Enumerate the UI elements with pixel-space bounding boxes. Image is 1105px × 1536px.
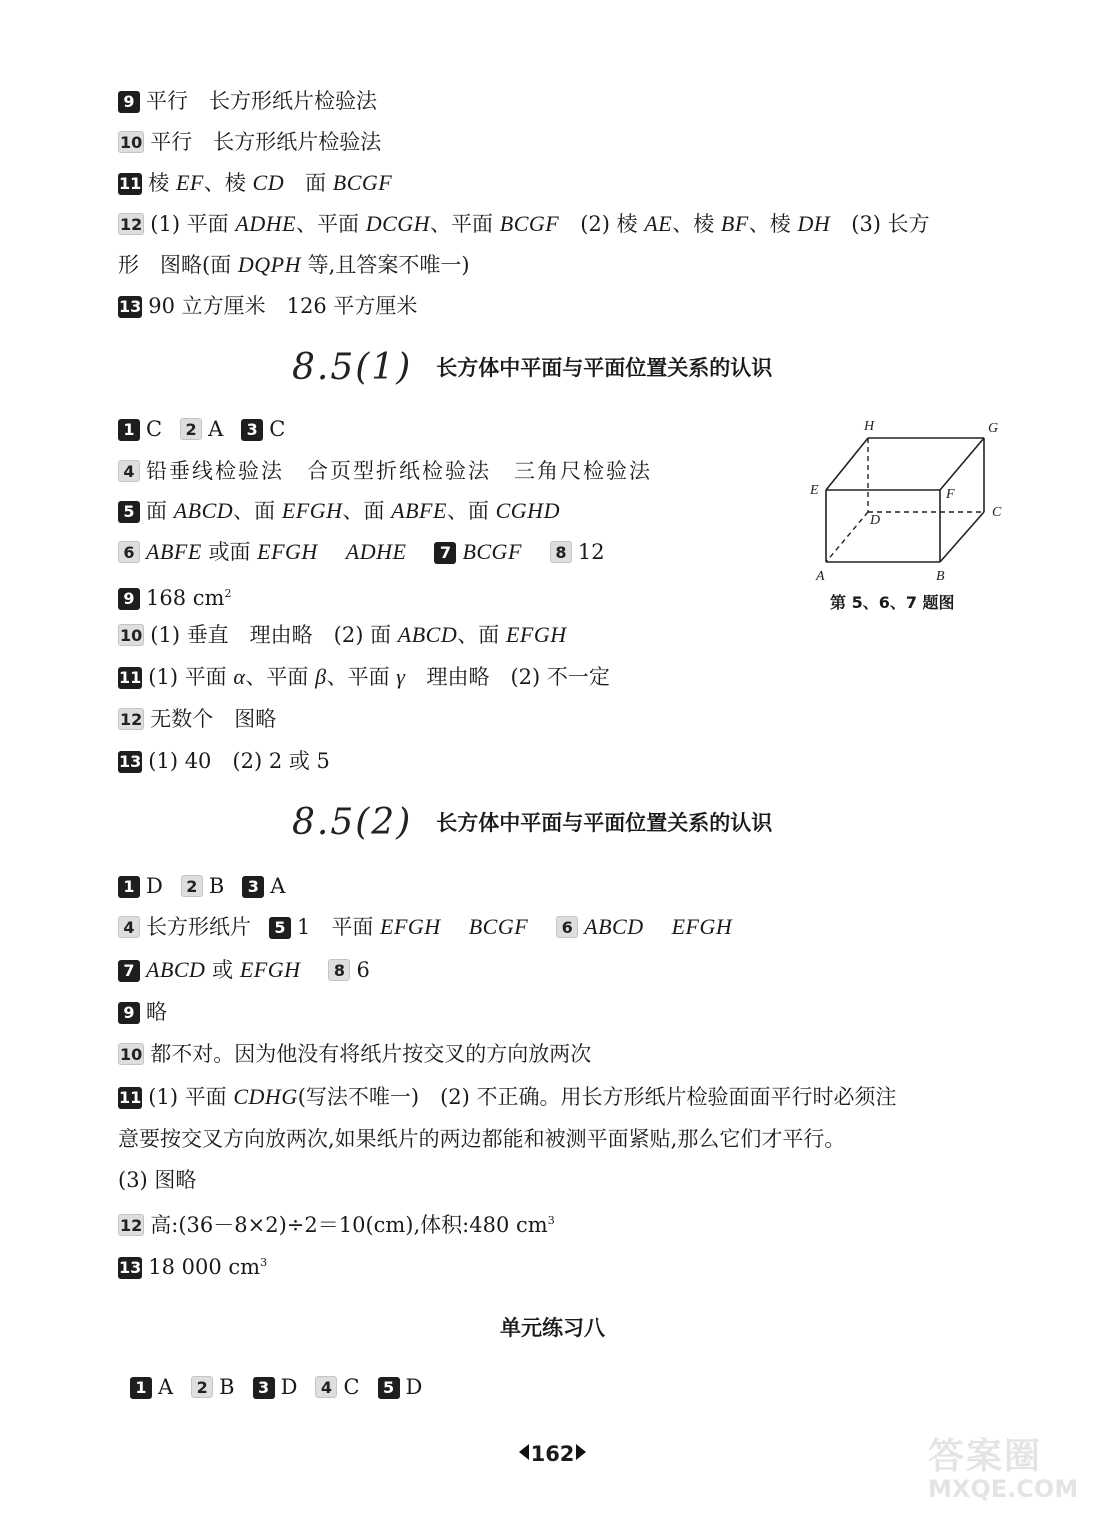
section-heading (292, 345, 772, 391)
question-number: 4 (118, 460, 140, 482)
answer-text: D (405, 1375, 423, 1399)
math-var: ADHE (235, 211, 297, 236)
question-number: 12 (120, 215, 143, 234)
question-number: 9 (118, 588, 140, 610)
vertex-label-A: A (816, 569, 825, 584)
question-number: 6 (556, 916, 578, 938)
math-var: BCGF (499, 211, 560, 236)
question-number: 3 (242, 876, 264, 898)
answer-line-q12-cont (118, 250, 470, 280)
vertex-label-F: F (946, 487, 955, 502)
math-var: DQPH (237, 252, 301, 277)
vertex-label-D: D (870, 513, 881, 528)
question-number: 2 (180, 418, 202, 440)
section-number: 8.5(2) (292, 802, 413, 843)
answer-text: (1) 40 (2) 2 或 5 (148, 749, 330, 773)
answer-text: 、平面 (245, 665, 316, 689)
question-number: 2 (191, 1376, 213, 1398)
question-number: 3 (253, 1377, 275, 1399)
question-number: 6 (118, 541, 140, 563)
answer-text: 棱 (148, 171, 176, 195)
question-number: 3 (241, 419, 263, 441)
answer-line-s1-q12 (118, 704, 276, 734)
watermark-logo: 答案圈 (928, 1436, 1043, 1477)
figure-caption: 第 5、6、7 题图 (830, 593, 955, 612)
math-var: ABFE (391, 498, 447, 523)
answer-text: 、平面 (296, 212, 366, 236)
answer-line-q10 (118, 127, 381, 157)
question-number: 9 (118, 91, 140, 113)
answer-line-s1-q9 (118, 579, 231, 609)
question-number: 1 (118, 419, 140, 441)
answer-text: 、棱 (672, 212, 721, 236)
math-var: CGHD (495, 498, 560, 523)
section-title: 长方体中平面与平面位置关系的认识 (436, 811, 773, 835)
section-title: 长方体中平面与平面位置关系的认识 (436, 356, 773, 380)
math-var: DH (797, 211, 831, 236)
question-number: 7 (118, 960, 140, 982)
math-var: CD (252, 170, 285, 195)
math-var: α (233, 664, 246, 689)
question-number: 4 (315, 1376, 337, 1398)
vertex-label-H: H (864, 419, 875, 434)
question-number: 12 (120, 710, 143, 729)
math-var: ABCD (146, 957, 206, 982)
answer-line-q13 (118, 291, 417, 321)
answer-line-s2-q1-3 (118, 871, 285, 901)
unit-title: 单元练习八 (500, 1316, 605, 1340)
answer-line-q9 (118, 86, 377, 116)
math-var: BCGF (332, 170, 393, 195)
math-var: EFGH (505, 622, 567, 647)
answer-line-s1-q11 (118, 662, 610, 692)
math-var: EFGH (671, 914, 733, 939)
question-number: 2 (181, 875, 203, 897)
answer-line-s2-q11-cont (118, 1124, 845, 1154)
answer-line-s2-q10 (118, 1039, 591, 1069)
question-number: 10 (120, 1045, 143, 1064)
watermark (928, 1428, 1096, 1528)
math-var: DCGH (365, 211, 431, 236)
answer-text: 平行 长方形纸片检验法 (150, 130, 382, 154)
answer-text: (写法不唯一) (2) 不正确。用长方形纸片检验面面平行时必须注 (297, 1085, 897, 1109)
math-var: EFGH (380, 914, 441, 939)
question-number: 13 (119, 297, 142, 316)
math-var: BCGF (462, 539, 522, 564)
answer-line-s2-q13 (118, 1248, 267, 1278)
answer-line-q11 (118, 168, 392, 198)
answer-text: 、平面 (326, 665, 397, 689)
answer-line-s1-q1-3 (118, 414, 285, 444)
answer-text: C (269, 417, 286, 441)
math-var: BCGF (468, 914, 529, 939)
question-number: 11 (119, 1088, 142, 1107)
answer-text: 或面 (201, 540, 258, 564)
page-number-text: 162 (530, 1442, 575, 1466)
math-var: ABCD (584, 914, 644, 939)
question-number: 10 (120, 626, 143, 645)
superscript: 2 (224, 587, 232, 600)
answer-text: (1) 平面 (148, 665, 234, 689)
answer-line-s2-q4-6 (118, 912, 732, 942)
answer-text: 、平面 (430, 212, 500, 236)
vertex-label-C: C (992, 505, 1002, 520)
answer-text: 长方形纸片 (146, 915, 251, 939)
question-number: 7 (434, 542, 456, 564)
math-var: β (315, 664, 327, 689)
answer-text: 都不对。因为他没有将纸片按交叉的方向放两次 (150, 1042, 592, 1066)
math-var: EF (175, 170, 204, 195)
answer-text: D (146, 874, 163, 898)
question-number: 8 (550, 541, 572, 563)
vertex-label-G: G (988, 421, 999, 436)
arrow-left-icon (519, 1444, 529, 1460)
answer-text: (1) 平面 (148, 1085, 234, 1109)
answer-line-s2-q12 (118, 1206, 555, 1236)
answer-line-s2-q11 (118, 1082, 897, 1112)
answer-text: 铅垂线检验法 合页型折纸检验法 三角尺检验法 (146, 459, 652, 483)
answer-text: (1) 垂直 理由略 (2) 面 (150, 623, 398, 647)
answer-text: 意要按交叉方向放两次,如果纸片的两边都能和被测平面紧贴,那么它们才平行。 (118, 1127, 846, 1151)
answer-text: A (208, 417, 224, 441)
question-number: 12 (120, 1216, 143, 1235)
answer-text: 1 平面 (297, 915, 381, 939)
answer-line-s2-q9 (118, 997, 167, 1027)
answer-text: 或 (205, 958, 240, 982)
answer-text: 高:(36－8×2)÷2＝10(cm),体积:480 cm (150, 1213, 548, 1237)
math-var: ADHE (345, 539, 407, 564)
answer-text: B (208, 874, 225, 898)
answer-text: 、面 (446, 499, 496, 523)
question-number: 11 (119, 174, 142, 193)
answer-line-unit (130, 1372, 422, 1402)
answer-text: 168 cm (146, 586, 225, 610)
answer-text: (2) 棱 (559, 212, 645, 236)
question-number: 5 (118, 501, 140, 523)
answer-text: D (280, 1375, 298, 1399)
answer-text: (3) 图略 (118, 1168, 197, 1192)
arrow-right-icon (576, 1444, 586, 1460)
answer-text: A (158, 1375, 174, 1399)
answer-text: 平行 长方形纸片检验法 (146, 89, 377, 113)
answer-line-s1-q5 (118, 496, 560, 526)
answer-line-s1-q4 (118, 456, 652, 486)
answer-text: (3) 长方 (830, 212, 930, 236)
answer-text: 6 (356, 958, 370, 982)
answer-text: 12 (577, 540, 605, 564)
answer-text: C (343, 1375, 360, 1399)
question-number: 5 (269, 917, 291, 939)
question-number: 4 (118, 916, 140, 938)
superscript: 3 (260, 1256, 268, 1269)
answer-line-s1-q10 (118, 620, 567, 650)
answer-text: 理由略 (2) 不一定 (405, 665, 610, 689)
math-var: EFGH (239, 957, 301, 982)
math-var: AE (644, 211, 673, 236)
question-number: 10 (120, 133, 143, 152)
math-var: γ (396, 664, 406, 689)
answer-text: 、面 (233, 499, 282, 523)
answer-line-q12 (118, 209, 930, 239)
question-number: 13 (119, 752, 142, 771)
answer-text: 18 000 cm (148, 1255, 261, 1279)
answer-text: 、面 (457, 623, 506, 647)
answer-text: 形 图略(面 (118, 253, 238, 277)
question-number: 8 (328, 959, 350, 981)
answer-text: 面 (146, 499, 174, 523)
answer-text: 略 (146, 1000, 167, 1024)
answer-text: 、面 (342, 499, 392, 523)
question-number: 13 (119, 1258, 142, 1277)
section-heading (292, 800, 772, 846)
answer-text: (1) 平面 (150, 212, 236, 236)
question-number: 5 (378, 1377, 400, 1399)
answer-text: 90 立方厘米 126 平方厘米 (148, 294, 418, 318)
answer-text: B (219, 1375, 235, 1399)
math-var: ABCD (173, 498, 234, 523)
vertex-label-E: E (810, 483, 819, 498)
question-number: 11 (119, 668, 142, 687)
answer-text: 面 (284, 171, 333, 195)
vertex-label-B: B (936, 569, 945, 584)
question-number: 1 (118, 876, 140, 898)
answer-text: 、棱 (203, 171, 253, 195)
answer-line-s2-q7-8 (118, 955, 370, 985)
math-var: BF (720, 211, 749, 236)
section-number: 8.5(1) (292, 347, 413, 388)
question-number: 9 (118, 1002, 140, 1024)
answer-line-s1-q6-8 (118, 537, 605, 567)
watermark-url: MXQE.COM (928, 1475, 1079, 1503)
answer-text: 无数个 图略 (150, 707, 277, 731)
math-var: ABCD (397, 622, 458, 647)
question-number: 1 (130, 1377, 152, 1399)
answer-text: C (146, 417, 163, 441)
math-var: ABFE (146, 539, 202, 564)
superscript: 3 (547, 1214, 555, 1227)
answer-line-s2-q11-cont2 (118, 1165, 196, 1195)
math-var: EFGH (281, 498, 343, 523)
answer-text: 、棱 (748, 212, 798, 236)
answer-text: A (270, 874, 286, 898)
math-var: CDHG (233, 1084, 298, 1109)
answer-line-s1-q13 (118, 746, 330, 776)
answer-text: 等,且答案不唯一) (300, 253, 470, 277)
math-var: EFGH (257, 539, 318, 564)
